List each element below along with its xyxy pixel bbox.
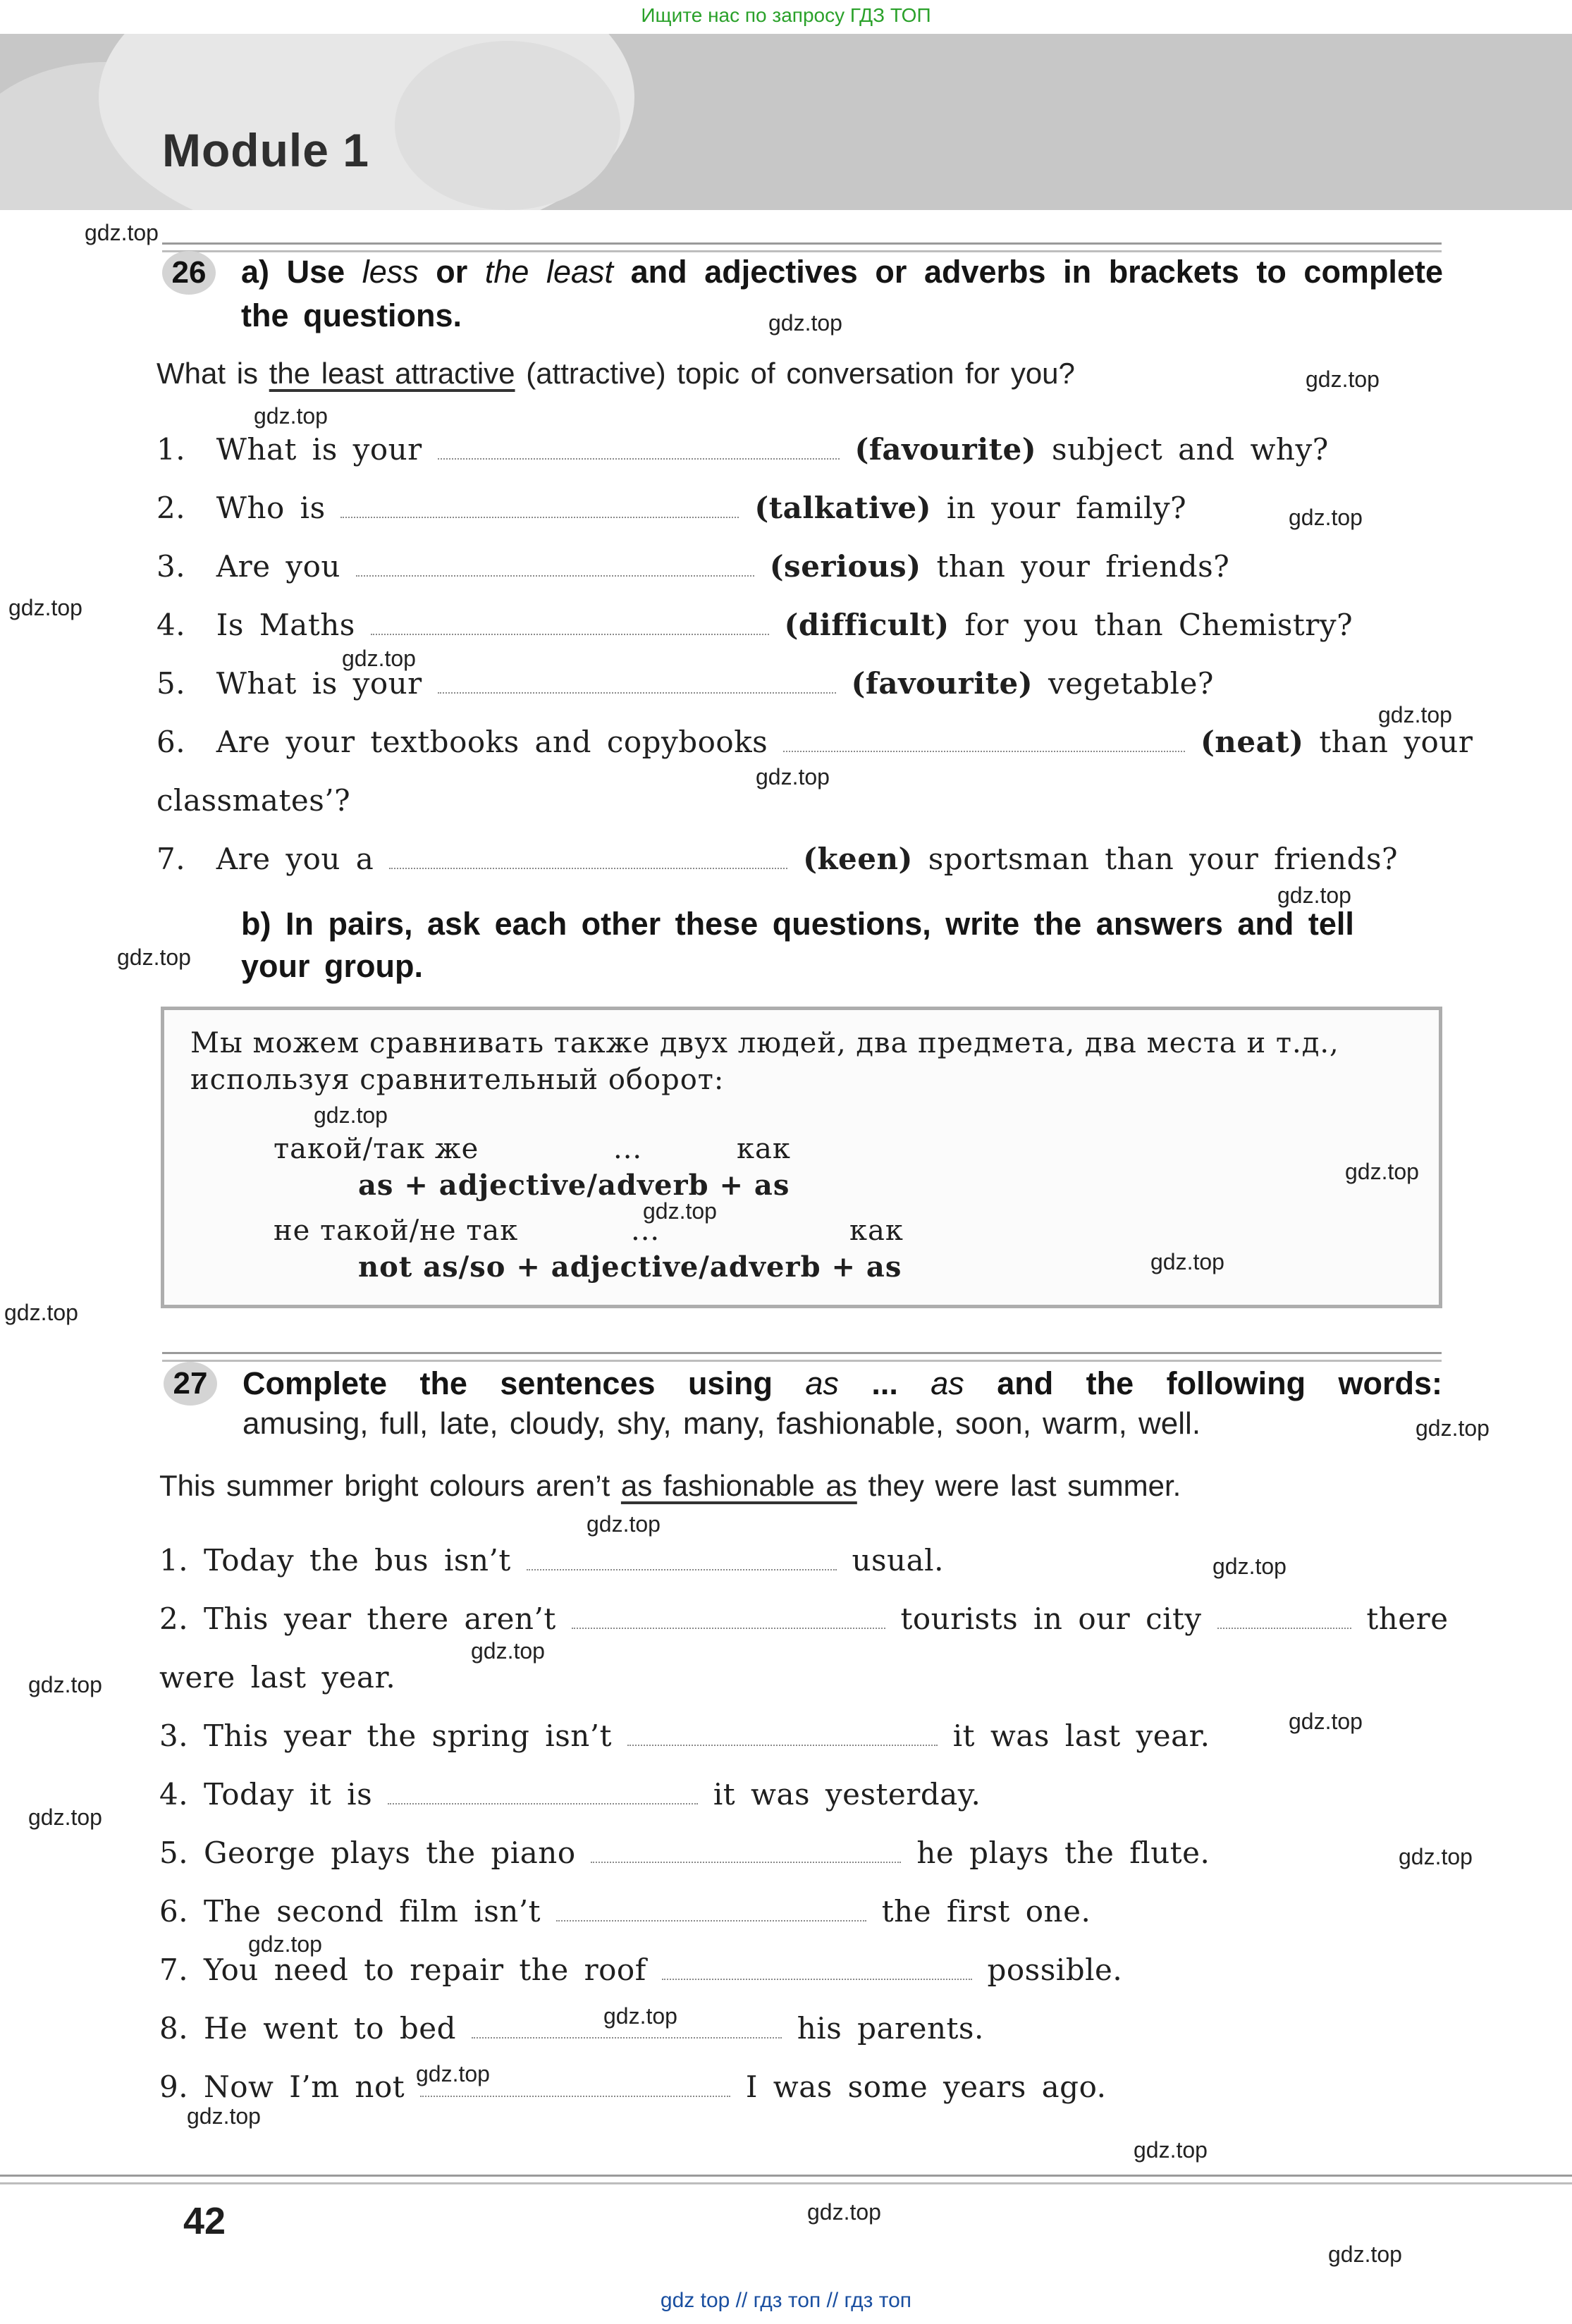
watermark: gdz.top [1277, 883, 1351, 908]
watermark: gdz.top [1212, 1554, 1287, 1579]
watermark: gdz.top [28, 1805, 102, 1830]
module-header [0, 34, 1572, 210]
exercise-26-example: What is the least attractive (attractive) topic of conversation for you? [156, 357, 1075, 390]
ex27-item-2: 2. This year there aren’t tourists in our city there [159, 1599, 1449, 1639]
answer-blank[interactable] [556, 1892, 866, 1922]
grammar-row-1-dots: ... [613, 1133, 643, 1165]
grammar-line-1: Мы можем сравнивать также двух людей, два предмета, два места и т.д., [190, 1027, 1339, 1059]
answer-blank[interactable] [388, 1775, 698, 1805]
watermark: gdz.top [1399, 1844, 1473, 1869]
exercise-26b-instruction-line2: your group. [241, 948, 423, 984]
watermark: gdz.top [248, 1931, 322, 1957]
ex27-item-9: 9. Now I’m not I was some years ago. [159, 2067, 1106, 2107]
answer-blank[interactable] [572, 1599, 885, 1629]
exercise-27-number: 27 [164, 1362, 217, 1406]
watermark: gdz.top [1416, 1415, 1490, 1441]
divider-27 [162, 1352, 1442, 1362]
ex27-item-5: 5. George plays the piano he plays the flute. [159, 1833, 1210, 1873]
bottom-divider [0, 2175, 1572, 2184]
grammar-row-3-ru: не такой/не так [274, 1215, 519, 1247]
ex26-item-2: 2. Who is (talkative) in your family? [156, 488, 1186, 528]
watermark: gdz.top [85, 220, 159, 245]
page-number: 42 [183, 2200, 226, 2242]
footer-links[interactable]: gdz top // гдз топ // гдз топ [660, 2289, 912, 2312]
ex27-item-2-continuation: were last year. [159, 1660, 396, 1695]
watermark: gdz.top [587, 1511, 661, 1537]
ex26-item-5: 5. What is your (favourite) vegetable? [156, 664, 1214, 703]
ex26-item-4: 4. Is Maths (difficult) for you than Chemistry? [156, 605, 1353, 645]
watermark: gdz.top [1134, 2137, 1208, 2163]
grammar-row-1-ru: такой/так же [274, 1133, 479, 1165]
watermark: gdz.top [416, 2061, 490, 2086]
answer-blank[interactable] [356, 547, 754, 577]
answer-blank[interactable] [389, 840, 787, 869]
ex27-item-6: 6. The second film isn’t the first one. [159, 1892, 1091, 1931]
watermark: gdz.top [117, 945, 191, 970]
watermark: gdz.top [187, 2103, 261, 2129]
ex27-item-7: 7. You need to repair the roof possible. [159, 1950, 1122, 1990]
ex27-item-1: 1. Today the bus isn’t usual. [159, 1541, 944, 1580]
answer-blank[interactable] [527, 1541, 837, 1570]
ex26-item-6: 6. Are your textbooks and copybooks (neat) than your [156, 723, 1473, 762]
answer-blank[interactable] [371, 605, 769, 635]
watermark: gdz.top [8, 595, 82, 620]
ex26-item-1: 1. What is your (favourite) subject and why? [156, 430, 1329, 469]
watermark: gdz.top [1345, 1159, 1419, 1184]
watermark: gdz.top [603, 2003, 677, 2029]
watermark: gdz.top [756, 764, 830, 789]
watermark: gdz.top [1289, 505, 1363, 530]
exercise-26-number: 26 [162, 251, 216, 295]
grammar-row-3-kak: как [849, 1215, 904, 1247]
answer-blank[interactable] [627, 1716, 938, 1746]
watermark: gdz.top [1378, 702, 1452, 727]
ex27-item-8: 8. He went to bed his parents. [159, 2009, 984, 2048]
answer-blank[interactable] [438, 430, 840, 460]
module-title: Module 1 [162, 124, 370, 176]
answer-blank[interactable] [662, 1950, 972, 1980]
watermark: gdz.top [768, 310, 842, 336]
grammar-row-3-dots: ... [631, 1215, 661, 1247]
watermark: gdz.top [1306, 367, 1380, 392]
answer-blank[interactable] [783, 723, 1185, 752]
answer-blank[interactable] [340, 488, 739, 518]
watermark: gdz.top [1328, 2242, 1402, 2267]
ex26-item-7: 7. Are you a (keen) sportsman than your friends? [156, 840, 1398, 879]
ex27-item-3: 3. This year the spring isn’t it was last year. [159, 1716, 1210, 1756]
watermark: gdz.top [28, 1672, 102, 1697]
exercise-27-word-list: amusing, full, late, cloudy, shy, many, fashionable, soon, warm, well. [242, 1406, 1201, 1441]
grammar-formula-as-as: as + adjective/adverb + as [358, 1169, 790, 1202]
ex27-item-4: 4. Today it is it was yesterday. [159, 1775, 981, 1814]
answer-blank[interactable] [591, 1833, 901, 1863]
ex26-item-6-continuation: classmates’? [156, 783, 351, 818]
watermark: gdz.top [807, 2199, 881, 2225]
watermark: gdz.top [4, 1300, 78, 1325]
grammar-formula-not-as-as: not as/so + adjective/adverb + as [358, 1250, 902, 1284]
watermark: gdz.top [254, 403, 328, 429]
watermark: gdz.top [643, 1198, 717, 1224]
watermark: gdz.top [1150, 1249, 1224, 1274]
exercise-26a-instruction: a) Use less or the least and adjectives or adverbs in brackets to complete the questions. [241, 254, 1443, 333]
answer-blank[interactable] [438, 664, 836, 694]
grammar-line-2: используя сравнительный оборот: [190, 1064, 725, 1096]
exercise-27-instruction: Complete the sentences using as ... as and the following words: [242, 1365, 1442, 1401]
top-banner[interactable]: Ищите нас по запросу ГДЗ ТОП [641, 4, 931, 26]
grammar-row-1-kak: как [737, 1133, 791, 1165]
exercise-27-example: This summer bright colours aren’t as fashionable as they were last summer. [159, 1469, 1181, 1502]
exercise-26b-instruction-line1: b) In pairs, ask each other these questions, write the answers and tell [241, 906, 1354, 942]
watermark: gdz.top [314, 1102, 388, 1128]
watermark: gdz.top [1289, 1709, 1363, 1734]
watermark: gdz.top [471, 1638, 545, 1664]
watermark: gdz.top [342, 646, 416, 671]
ex26-item-3: 3. Are you (serious) than your friends? [156, 547, 1229, 586]
answer-blank[interactable] [1217, 1599, 1351, 1629]
